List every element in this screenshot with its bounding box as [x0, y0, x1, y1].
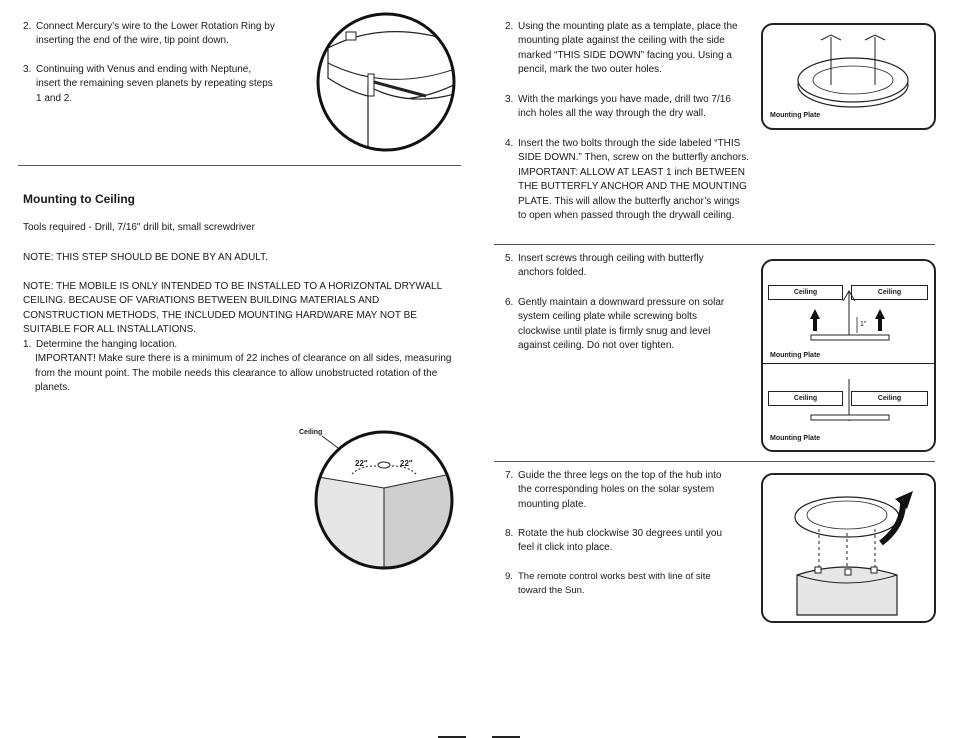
step-text: Rotate the hub clockwise 30 degrees until you feel it click into place. — [518, 528, 723, 554]
step-title: Determine the hanging location. — [36, 339, 178, 350]
step-number: 9. — [505, 571, 513, 582]
step-number: 2. — [505, 21, 514, 32]
ceiling-label-right-2: Ceiling — [851, 391, 928, 406]
ceiling-label-left-2: Ceiling — [768, 391, 843, 406]
step-number: 2. — [23, 21, 32, 32]
step-number: 8. — [505, 528, 514, 539]
left-step-3 — [23, 63, 278, 106]
right-step-2 — [505, 20, 745, 78]
step-text: Insert screws through ceiling with butterfly anchors folded. — [518, 253, 704, 279]
step-text: Using the mounting plate as a template, place the mounting plate against the ceiling with the side marked “THIS SIDE DOWN” facing you. Using a pencil, mark the two outer holes. — [518, 21, 738, 76]
step-text: The remote control works best with line of site toward the Sun. — [518, 571, 711, 597]
step-number: 3. — [505, 94, 514, 105]
step-number: 3. — [23, 64, 32, 75]
ceiling-clearance-figure — [300, 430, 470, 570]
anchor-figure — [761, 259, 936, 452]
mounting-plate-figure — [761, 23, 936, 130]
note-adult: NOTE: THIS STEP SHOULD BE DONE BY AN ADULT. — [23, 252, 268, 263]
clearance-left: 22" — [355, 459, 368, 468]
right-step-5 — [505, 252, 730, 281]
left-step-2 — [23, 20, 278, 49]
wire-insert-figure — [308, 8, 464, 156]
step-number: 6. — [505, 297, 514, 308]
mounting-plate-label-top: Mounting Plate — [770, 352, 821, 359]
step-text: With the markings you have made, drill two 7/16 inch holes all the way through the dry wall. — [518, 94, 731, 120]
right-step-4 — [505, 137, 750, 223]
left-step-1 — [23, 338, 453, 396]
section-divider — [18, 165, 461, 166]
right-step-3 — [505, 93, 745, 122]
step-text: Continuing with Venus and ending with Neptune, insert the remaining seven planets by repeating steps 1 and 2. — [36, 64, 273, 104]
mounting-plate-label-bottom: Mounting Plate — [770, 435, 821, 442]
section-heading: Mounting to Ceiling — [23, 192, 135, 206]
right-step-8 — [505, 527, 735, 556]
right-step-9 — [505, 570, 735, 599]
gap-label: 1" — [860, 321, 867, 328]
clearance-right: 22" — [400, 459, 413, 468]
ceiling-label: Ceiling — [299, 429, 323, 436]
right-step-7 — [505, 469, 735, 512]
section-divider — [494, 244, 935, 245]
step-text: Insert the two bolts through the side labeled “THIS SIDE DOWN.” Then, screw on the butterfly anchors. IMPORTANT: ALLOW AT LEAST 1 inch BETWEEN THE BUTTERFLY ANCHOR AND THE MOUNTING PLATE. This will allow the butterfly anchor’s wings to open when passed through the drywall ceiling. — [518, 138, 750, 222]
ceiling-label-right: Ceiling — [851, 285, 928, 300]
step-text: Guide the three legs on the top of the hub into the corresponding holes on the solar system mounting plate. — [518, 470, 722, 510]
step-number: 4. — [505, 138, 514, 149]
step-number: 1. — [23, 339, 32, 350]
hub-drawing — [763, 475, 934, 621]
mounting-plate-label: Mounting Plate — [770, 112, 821, 119]
tools-required: Tools required - Drill, 7/16" drill bit, small screwdriver — [23, 222, 255, 233]
hub-attach-figure — [761, 473, 936, 623]
step-text: Gently maintain a downward pressure on solar system ceiling plate while screwing bolts clockwise until plate is firmly snug and level against ceiling. Do not over tighten. — [518, 297, 725, 352]
right-step-6 — [505, 296, 735, 354]
section-divider — [494, 461, 935, 462]
step-text: Connect Mercury’s wire to the Lower Rotation Ring by inserting the end of the wire, tip point down. — [36, 21, 275, 47]
note-drywall: NOTE: THE MOBILE IS ONLY INTENDED TO BE INSTALLED TO A HORIZONTAL DRYWALL CEILING. BECAUSE OF VARIATIONS BETWEEN BUILDING MATERIALS AND CONSTRUCTION METHODS, THE INCLUDED MOUNTING HARDWARE MAY NOT BE SUITABLE FOR ALL INSTALLATIONS. — [23, 281, 442, 336]
ceiling-label-left: Ceiling — [768, 285, 843, 300]
step-text: IMPORTANT! Make sure there is a minimum of 22 inches of clearance on all sides, measuring from the mount point. The mobile needs this clearance to allow unobstructed rotation of the planets. — [35, 353, 452, 394]
step-number: 7. — [505, 470, 514, 481]
step-number: 5. — [505, 253, 514, 264]
